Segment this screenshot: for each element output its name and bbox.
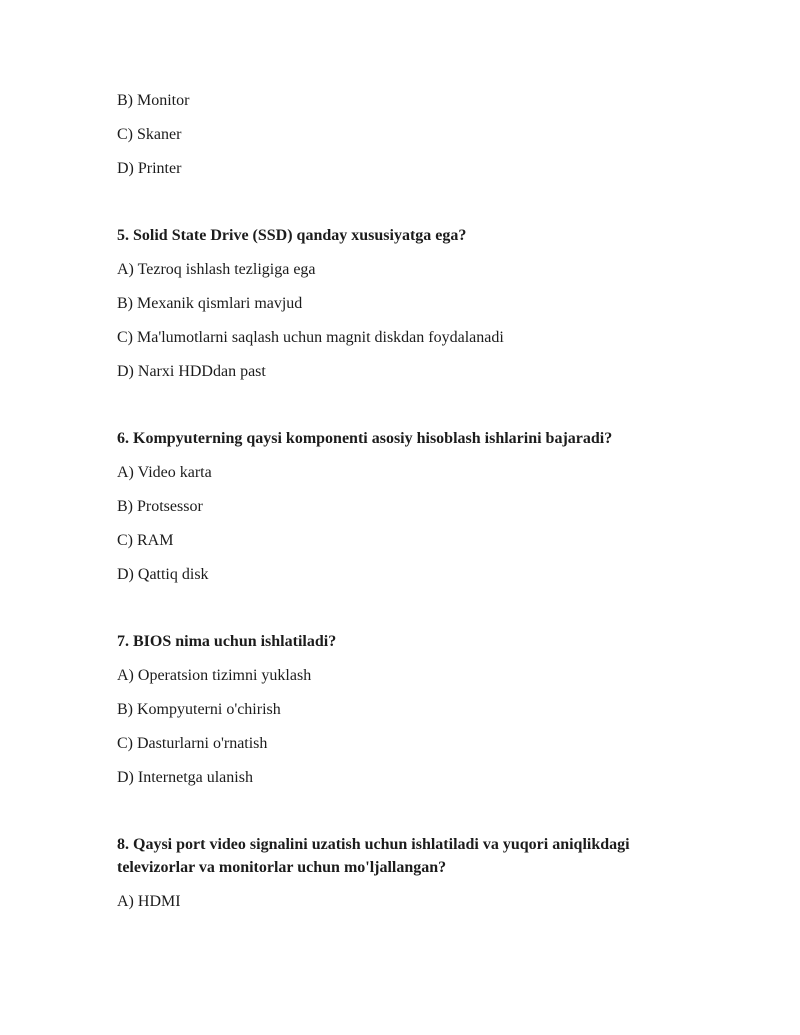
answer-option: A) Tezroq ishlash tezligiga ega	[117, 261, 316, 278]
answer-option: A) Operatsion tizimni yuklash	[117, 667, 312, 684]
answer-option: D) Qattiq disk	[117, 566, 209, 583]
answer-option: D) Internetga ulanish	[117, 769, 253, 786]
answer-option: A) Video karta	[117, 464, 212, 481]
question-heading: 6. Kompyuterning qaysi komponenti asosiy hisoblash ishlarini bajaradi?	[117, 430, 613, 447]
answer-option: C) RAM	[117, 532, 174, 549]
answer-option: B) Mexanik qismlari mavjud	[117, 295, 303, 312]
question-heading: 8. Qaysi port video signalini uzatish uchun ishlatiladi va yuqori aniqlikdagi televizorlar va monitorlar uchun mo'ljallangan?	[117, 836, 630, 876]
answer-option: C) Dasturlarni o'rnatish	[117, 735, 268, 752]
answer-option: A) HDMI	[117, 893, 181, 910]
question-heading: 5. Solid State Drive (SSD) qanday xususiyatga ega?	[117, 227, 467, 244]
answer-option: D) Narxi HDDdan past	[117, 363, 266, 380]
answer-option: B) Kompyuterni o'chirish	[117, 701, 281, 718]
answer-option: D) Printer	[117, 160, 182, 177]
answer-option: B) Protsessor	[117, 498, 203, 515]
answer-option: C) Skaner	[117, 126, 182, 143]
answer-option: C) Ma'lumotlarni saqlash uchun magnit diskdan foydalanadi	[117, 329, 504, 346]
question-heading: 7. BIOS nima uchun ishlatiladi?	[117, 633, 337, 650]
answer-option: B) Monitor	[117, 92, 190, 109]
